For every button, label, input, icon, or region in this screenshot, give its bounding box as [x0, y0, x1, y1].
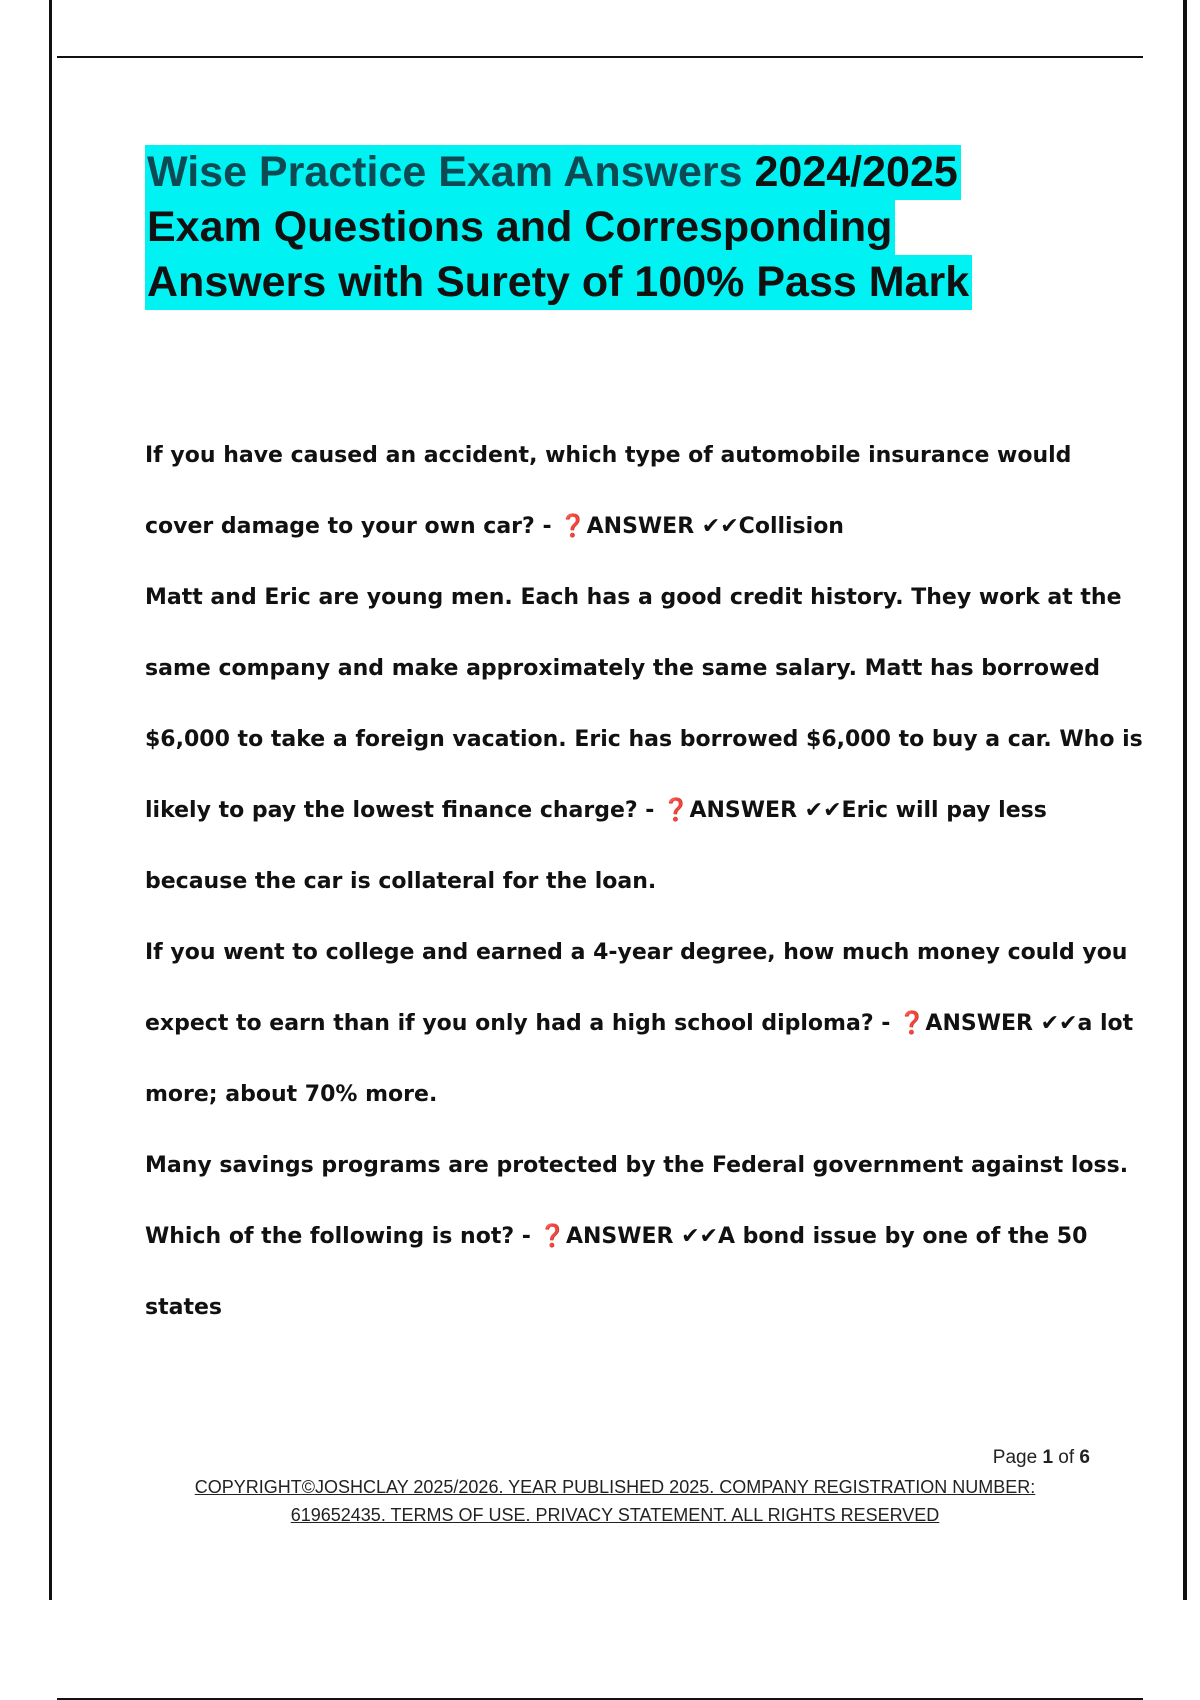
copyright-line: COPYRIGHT©JOSHCLAY 2025/2026. YEAR PUBLISHED 2025. COMPANY REGISTRATION NUMBER:	[194, 1477, 1036, 1497]
document-title	[145, 145, 1085, 310]
qa-text-line: Many savings programs are protected by the Federal government against loss.	[145, 1153, 1129, 1178]
qa-text-line: Matt and Eric are young men. Each has a good credit history. They work at the	[145, 585, 1122, 610]
qa-text-line: expect to earn than if you only had a high school diploma? - ❓ANSWER ✔✔a lot	[145, 1011, 1134, 1036]
qa-text-line: because the car is collateral for the loan.	[145, 869, 657, 894]
qa-text-line: If you have caused an accident, which type of automobile insurance would	[145, 443, 1072, 468]
qa-text-line: likely to pay the lowest finance charge? - ❓ANSWER ✔✔Eric will pay less	[145, 798, 1047, 823]
title-line: Exam Questions and Corresponding	[145, 200, 1085, 255]
qa-text-line: more; about 70% more.	[145, 1082, 438, 1107]
question-answer-list	[145, 430, 1143, 1353]
title-line: Answers with Surety of 100% Pass Mark	[145, 255, 1085, 310]
left-page-border	[49, 0, 52, 1600]
copyright-notice	[150, 1473, 1080, 1529]
top-rule	[57, 56, 1143, 58]
qa-text-line: same company and make approximately the same salary. Matt has borrowed	[145, 656, 1100, 681]
page-number: Page 1 of 6	[992, 1447, 1090, 1468]
right-page-border	[1183, 0, 1187, 1600]
qa-text-line: states	[145, 1295, 222, 1320]
qa-text-line: $6,000 to take a foreign vacation. Eric has borrowed $6,000 to buy a car. Who is	[145, 727, 1143, 752]
title-line: Wise Practice Exam Answers 2024/2025	[145, 145, 1085, 200]
qa-text-line: If you went to college and earned a 4-year degree, how much money could you	[145, 940, 1128, 965]
qa-text-line: cover damage to your own car? - ❓ANSWER ✔✔Collision	[145, 514, 844, 539]
qa-text-line: Which of the following is not? - ❓ANSWER ✔✔A bond issue by one of the 50	[145, 1224, 1088, 1249]
copyright-line: 619652435. TERMS OF USE. PRIVACY STATEMENT. ALL RIGHTS RESERVED	[290, 1505, 940, 1525]
